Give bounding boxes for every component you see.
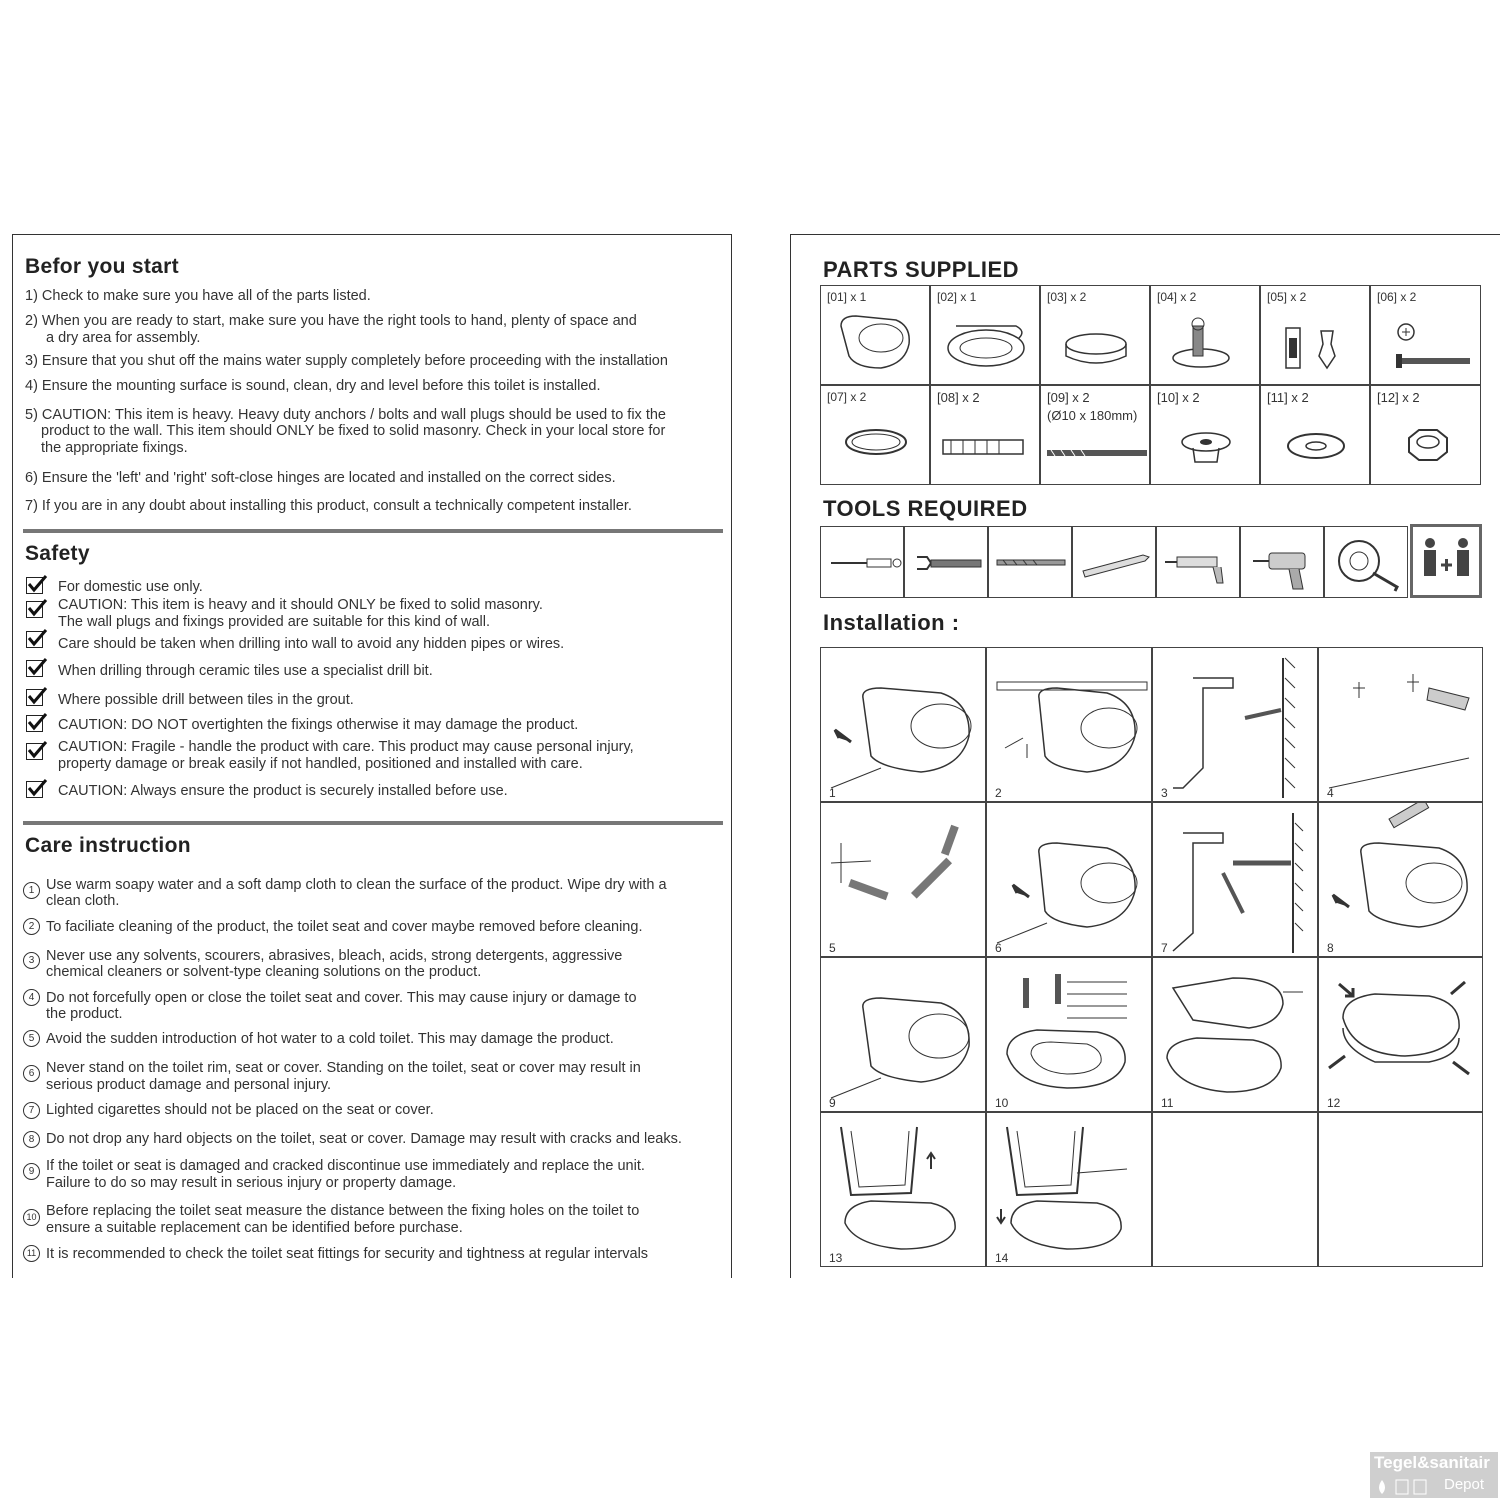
number-7-icon: 7 xyxy=(23,1102,40,1119)
check-icon xyxy=(26,601,43,618)
install-step-8 xyxy=(1318,802,1483,957)
number-1-icon: 1 xyxy=(23,882,40,899)
silicone-drawing xyxy=(1319,803,1484,958)
care-item-11: It is recommended to check the toilet seat fittings for security and tightness at regular intervals xyxy=(46,1246,649,1262)
care-item-6: Never stand on the toilet rim, seat or cover. Standing on the toilet, seat or cover may result in xyxy=(46,1060,641,1076)
part-cell-06 xyxy=(1370,285,1481,385)
before-item-3: 3) Ensure that you shut off the mains water supply completely before proceeding with the installation xyxy=(25,353,668,369)
step-number: 13 xyxy=(829,1251,843,1265)
install-step-13 xyxy=(820,1112,986,1267)
seat-refit-drawing xyxy=(987,1113,1153,1268)
step-number: 3 xyxy=(1161,786,1168,800)
part-cell-07 xyxy=(820,385,930,485)
install-empty-cell xyxy=(1152,1112,1318,1267)
care-item-10b: ensure a suitable replacement can be identified before purchase. xyxy=(46,1220,463,1236)
before-item-2: 2) When you are ready to start, make sure you have the right tools to hand, plenty of space and xyxy=(25,313,637,329)
gasket-icon xyxy=(821,386,931,486)
tape-measure-icon xyxy=(1324,526,1408,598)
right-panel xyxy=(790,234,1500,1278)
install-step-6 xyxy=(986,802,1152,957)
before-item-1: 1) Check to make sure you have all of the parts listed. xyxy=(25,288,371,304)
bolt-icon xyxy=(1041,386,1151,486)
care-item-10: Before replacing the toilet seat measure the distance between the fixing holes on the toilet to xyxy=(46,1203,640,1219)
care-item-3: Never use any solvents, scourers, abrasives, bleach, acids, strong detergents, aggressive xyxy=(46,948,623,964)
part-cell-12 xyxy=(1370,385,1481,485)
before-item-7: 7) If you are in any doubt about installing this product, consult a technically competent installer. xyxy=(25,498,632,514)
nut-icon xyxy=(1371,386,1482,486)
number-8-icon: 8 xyxy=(23,1131,40,1148)
part-cell-03 xyxy=(1040,285,1150,385)
care-item-1b: clean cloth. xyxy=(46,893,120,909)
check-icon xyxy=(26,715,43,732)
care-item-4b: the product. xyxy=(46,1006,123,1022)
step-number: 4 xyxy=(1327,786,1334,800)
seat-alignment-drawing xyxy=(1319,958,1484,1113)
left-panel xyxy=(12,234,732,1278)
toilet-installed-drawing xyxy=(821,958,987,1113)
installation-title: Installation : xyxy=(823,610,960,635)
number-3-icon: 3 xyxy=(23,952,40,969)
part-label: [09] x 2 xyxy=(1047,390,1090,405)
part-cell-01 xyxy=(820,285,930,385)
seat-fitting-drawing xyxy=(1153,958,1319,1113)
before-title: Befor you start xyxy=(25,255,179,278)
before-item-5b: product to the wall. This item should ONLY be fixed to solid masonry. Check in your local store for xyxy=(41,423,666,439)
before-item-5: 5) CAUTION: This item is heavy. Heavy duty anchors / bolts and wall plugs should be used to fix the xyxy=(25,407,666,423)
part-cell-05 xyxy=(1260,285,1370,385)
care-item-9b: Failure to do so may result in serious injury or property damage. xyxy=(46,1175,457,1191)
before-item-5c: the appropriate fixings. xyxy=(41,440,188,456)
drill-bit-icon xyxy=(988,526,1072,598)
care-item-6b: serious product damage and personal injury. xyxy=(46,1077,332,1093)
bolt-insertion-drawing xyxy=(821,803,987,958)
install-step-11 xyxy=(1152,957,1318,1112)
divider-2 xyxy=(23,821,723,825)
care-item-1: Use warm soapy water and a soft damp cloth to clean the surface of the product. Wipe dry with a xyxy=(46,877,667,893)
part-label: [12] x 2 xyxy=(1377,390,1420,405)
watermark-sub: Depot xyxy=(1444,1476,1485,1493)
safety-item-2: CAUTION: This item is heavy and it should ONLY be fixed to solid masonry. xyxy=(58,597,543,613)
step-number: 12 xyxy=(1327,1096,1341,1110)
part-cell-10 xyxy=(1150,385,1260,485)
step-number: 10 xyxy=(995,1096,1009,1110)
divider-1 xyxy=(23,529,723,533)
level-drawing xyxy=(987,648,1153,803)
two-person-icon xyxy=(1410,524,1482,598)
care-item-3b: chemical cleaners or solvent-type cleaning solutions on the product. xyxy=(46,964,482,980)
part-cell-09 xyxy=(1040,385,1150,485)
check-icon xyxy=(26,781,43,798)
step-number: 11 xyxy=(1161,1096,1174,1110)
check-icon xyxy=(26,689,43,706)
care-item-8: Do not drop any hard objects on the toilet, seat or cover. Damage may result with cracks and leaks. xyxy=(46,1131,682,1147)
watermark-brand: Tegel&sanitair xyxy=(1374,1453,1490,1472)
number-11-icon: 11 xyxy=(23,1245,40,1262)
care-title: Care instruction xyxy=(25,834,191,857)
pencil-icon xyxy=(1072,526,1156,598)
install-step-4 xyxy=(1318,647,1483,802)
wall-section-drawing xyxy=(1153,648,1319,803)
part-cell-11 xyxy=(1260,385,1370,485)
step-number: 5 xyxy=(829,941,836,955)
toilet-drawing xyxy=(821,648,987,803)
install-step-10 xyxy=(986,957,1152,1112)
hinge-icon xyxy=(1151,286,1261,386)
before-item-2b: a dry area for assembly. xyxy=(46,330,201,346)
step-number: 7 xyxy=(1161,941,1168,955)
parts-title: PARTS SUPPLIED xyxy=(823,257,1020,282)
care-item-9: If the toilet or seat is damaged and cracked discontinue use immediately and replace the unit. xyxy=(46,1158,645,1174)
watermark-icons xyxy=(1376,1478,1436,1496)
number-9-icon: 9 xyxy=(23,1163,40,1180)
step-number: 9 xyxy=(829,1096,836,1110)
part-label: [06] x 2 xyxy=(1377,290,1417,304)
wall-plug-icon xyxy=(931,386,1041,486)
install-step-7 xyxy=(1152,802,1318,957)
part-cell-02 xyxy=(930,285,1040,385)
part-label: [01] x 1 xyxy=(827,290,867,304)
care-item-7: Lighted cigarettes should not be placed on the seat or cover. xyxy=(46,1102,434,1118)
install-step-9 xyxy=(820,957,986,1112)
part-label: [10] x 2 xyxy=(1157,390,1200,405)
number-2-icon: 2 xyxy=(23,918,40,935)
safety-item-8: CAUTION: Always ensure the product is securely installed before use. xyxy=(58,783,508,799)
number-6-icon: 6 xyxy=(23,1065,40,1082)
care-item-2: To faciliate cleaning of the product, the toilet seat and cover maybe removed before cleaning. xyxy=(46,919,643,935)
check-icon xyxy=(26,660,43,677)
part-label: [05] x 2 xyxy=(1267,290,1307,304)
drill-marks-drawing xyxy=(1319,648,1484,803)
screwdriver-icon xyxy=(820,526,904,598)
bolt-tighten-drawing xyxy=(1153,803,1319,958)
screw-icon xyxy=(1371,286,1482,386)
wrench-icon xyxy=(904,526,988,598)
part-cell-04 xyxy=(1150,285,1260,385)
hinge-fitting-drawing xyxy=(987,958,1153,1113)
safety-item-4: When drilling through ceramic tiles use a specialist drill bit. xyxy=(58,663,433,679)
part-label: [04] x 2 xyxy=(1157,290,1197,304)
number-10-icon: 10 xyxy=(23,1209,40,1226)
part-label: [11] x 2 xyxy=(1267,390,1309,405)
part-cell-08 xyxy=(930,385,1040,485)
cover-cap-icon xyxy=(1041,286,1151,386)
before-item-6: 6) Ensure the 'left' and 'right' soft-close hinges are located and installed on the correct sides. xyxy=(25,470,616,486)
toilet-seat-icon xyxy=(931,286,1041,386)
step-number: 8 xyxy=(1327,941,1334,955)
safety-item-7: CAUTION: Fragile - handle the product with care. This product may cause personal injury, xyxy=(58,739,634,755)
part-label: [08] x 2 xyxy=(937,390,980,405)
step-number: 14 xyxy=(995,1251,1009,1265)
number-5-icon: 5 xyxy=(23,1030,40,1047)
toilet-drawing xyxy=(987,803,1153,958)
check-icon xyxy=(26,577,43,594)
before-item-4: 4) Ensure the mounting surface is sound, clean, dry and level before this toilet is installed. xyxy=(25,378,601,394)
install-step-12 xyxy=(1318,957,1483,1112)
safety-item-2b: The wall plugs and fixings provided are suitable for this kind of wall. xyxy=(58,614,491,630)
part-size-note: (Ø10 x 180mm) xyxy=(1047,408,1138,423)
safety-item-3: Care should be taken when drilling into wall to avoid any hidden pipes or wires. xyxy=(58,636,565,652)
care-item-5: Avoid the sudden introduction of hot water to a cold toilet. This may damage the product. xyxy=(46,1031,614,1047)
part-label: [07] x 2 xyxy=(827,390,867,404)
safety-item-7b: property damage or break easily if not handled, positioned and installed with care. xyxy=(58,756,583,772)
brand-watermark xyxy=(1370,1452,1498,1498)
number-4-icon: 4 xyxy=(23,989,40,1006)
install-step-2 xyxy=(986,647,1152,802)
seat-removal-drawing xyxy=(821,1113,987,1268)
part-label: [02] x 1 xyxy=(937,290,977,304)
washer-icon xyxy=(1261,386,1371,486)
power-drill-icon xyxy=(1240,526,1324,598)
install-step-5 xyxy=(820,802,986,957)
check-icon xyxy=(26,631,43,648)
step-number: 6 xyxy=(995,941,1002,955)
spacer-icon xyxy=(1151,386,1261,486)
check-icon xyxy=(26,743,43,760)
safety-item-1: For domestic use only. xyxy=(58,579,203,595)
safety-item-5: Where possible drill between tiles in the grout. xyxy=(58,692,354,708)
safety-item-6: CAUTION: DO NOT overtighten the fixings otherwise it may damage the product. xyxy=(58,717,579,733)
toilet-pan-icon xyxy=(821,286,931,386)
anchor-icon xyxy=(1261,286,1371,386)
install-empty-cell xyxy=(1318,1112,1483,1267)
step-number: 2 xyxy=(995,786,1002,800)
install-step-1 xyxy=(820,647,986,802)
safety-title: Safety xyxy=(25,542,90,565)
install-step-3 xyxy=(1152,647,1318,802)
silicone-gun-icon xyxy=(1156,526,1240,598)
part-label: [03] x 2 xyxy=(1047,290,1087,304)
care-item-4: Do not forcefully open or close the toilet seat and cover. This may cause injury or damage to xyxy=(46,990,637,1006)
step-number: 1 xyxy=(829,786,836,800)
install-step-14 xyxy=(986,1112,1152,1267)
tools-title: TOOLS REQUIRED xyxy=(823,496,1028,521)
